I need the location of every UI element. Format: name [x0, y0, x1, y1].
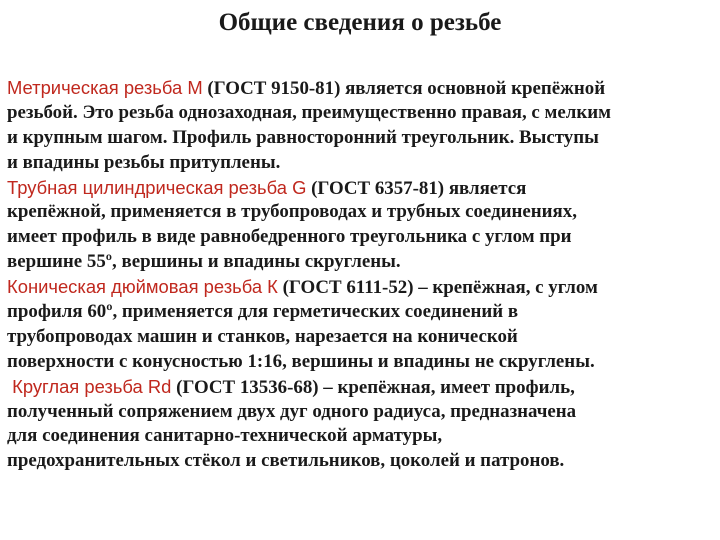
term-pipe-cylindrical-thread: Трубная цилиндрическая резьба G — [7, 176, 307, 198]
paragraph-line: и крупным шагом. Профиль равносторонний треугольник. Выступы — [7, 126, 599, 148]
paragraph-line: поверхности с конусностью 1:16, вершины и впадины не скруглены. — [7, 350, 595, 372]
paragraph-line: вершине 55º, вершины и впадины скруглены. — [7, 251, 401, 273]
paragraph-line: крепёжной, применяется в трубопроводах и трубных соединениях, — [7, 201, 577, 223]
paragraph-pipe-cylindrical-thread — [7, 176, 720, 276]
paragraph-line — [7, 76, 720, 101]
paragraph-line: трубопроводах машин и станков, нарезается на конической — [7, 325, 518, 347]
paragraph-line: резьбой. Это резьба однозаходная, преимущественно правая, с мелким — [7, 101, 612, 123]
paragraph-text: (ГОСТ 9150-81) является основной крепёжной — [202, 78, 606, 99]
slide-body — [7, 76, 720, 474]
term-conical-inch-thread: Коническая дюймовая резьба К — [7, 276, 278, 298]
paragraph-text: (ГОСТ 6111-52) – крепёжная, с углом — [277, 277, 598, 299]
paragraph-line: предохранительных стёкол и светильников, цоколей и патронов. — [7, 450, 565, 472]
slide-title: Общие сведения о резьбе — [218, 9, 502, 36]
paragraph-line — [7, 375, 720, 400]
paragraph-line — [7, 176, 720, 201]
paragraph-line: для соединения санитарно-технической арматуры, — [7, 425, 443, 447]
paragraph-line: имеет профиль в виде равнобедренного треугольника с углом при — [7, 226, 572, 248]
paragraph-line: и впадины резьбы притуплены. — [7, 151, 281, 173]
paragraph-round-thread — [7, 375, 720, 475]
paragraph-text: (ГОСТ 6357-81) является — [306, 177, 527, 199]
paragraph-text: (ГОСТ 13536-68) – крепёжная, имеет профиль, — [171, 376, 575, 398]
paragraph-line: полученный сопряжением двух дуг одного радиуса, предназначена — [7, 400, 577, 422]
paragraph-line — [7, 275, 720, 300]
paragraph-line: профиля 60º, применяется для герметических соединений в — [7, 301, 519, 323]
term-metric-thread: Метрическая резьба М — [7, 77, 203, 98]
paragraph-metric-thread — [7, 76, 720, 176]
paragraph-conical-inch-thread — [7, 275, 720, 375]
term-round-thread: Круглая резьба Rd — [7, 375, 172, 397]
